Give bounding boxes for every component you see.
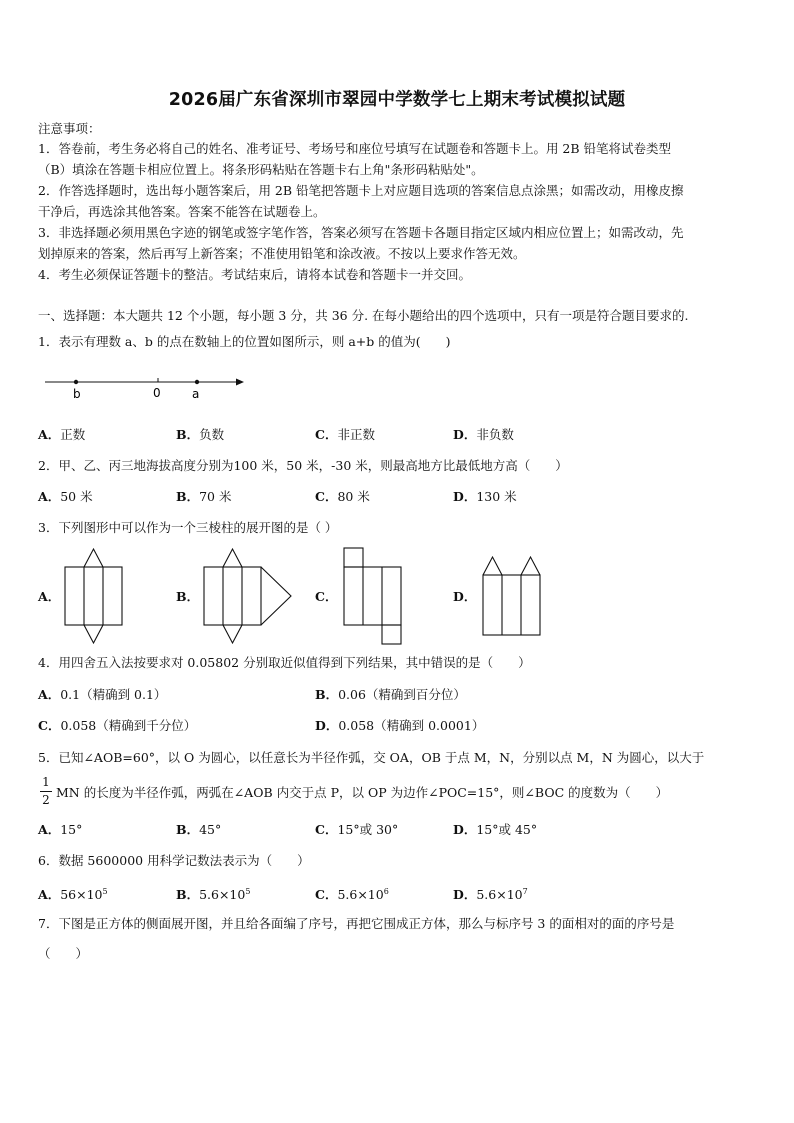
note-line: 干净后，再选涂其他答案。答案不能答在试题卷上。	[38, 204, 326, 219]
q5-option-a: A．15°	[38, 822, 83, 837]
q2-option-b: B．70 米	[176, 489, 232, 504]
axis-label-b: b	[73, 387, 81, 401]
axis-label-0: 0	[153, 386, 161, 400]
fraction-denominator: 2	[42, 793, 50, 807]
q6-option-a: A．$56\times 10^5$	[38, 887, 108, 903]
number-line-figure	[40, 370, 250, 406]
q1-option-a: A．正数	[38, 427, 86, 442]
q4-option-a: A．0.1（精确到 0.1）	[38, 687, 167, 702]
q6-option-c: C．$5.6\times 10^6$	[315, 887, 389, 903]
note-line: 4．考生必须保证答题卡的整洁。考试结束后，请将本试卷和答题卡一并交回。	[38, 267, 471, 282]
prism-net-figure-a	[64, 547, 124, 645]
question-1-stem: 1．表示有理数 a、b 的点在数轴上的位置如图所示，则 a+b 的值为( )	[38, 334, 451, 349]
q1-option-d: D．非负数	[453, 427, 514, 442]
question-2-stem: 2．甲、乙、丙三地海拔高度分别为100 米，50 米，-30 米，则最高地方比最低地方高（ ）	[38, 458, 568, 473]
question-6-stem: 6．数据 5600000 用科学记数法表示为（ ）	[38, 853, 310, 868]
note-line: 划掉原来的答案，然后再写上新答案；不准使用铅笔和涂改液。不按以上要求作答无效。	[38, 246, 526, 261]
note-line: 1．答卷前，考生务必将自己的姓名、准考证号、考场号和座位号填写在试题卷和答题卡上。用 2B 铅笔将试卷类型	[38, 141, 672, 156]
question-5-stem-line1: 5．已知∠AOB=60°，以 O 为圆心，以任意长为半径作弧，交 OA，OB 于点 M，N，分别以点 M，N 为圆心，以大于	[38, 750, 705, 765]
q3-option-b: B．	[176, 589, 200, 604]
q4-option-d: D．0.058（精确到 0.0001）	[315, 718, 485, 733]
fraction-numerator: 1	[42, 775, 50, 789]
q6-option-b: B．$5.6\times 10^5$	[176, 887, 251, 903]
q3-option-a: A．	[38, 589, 61, 604]
note-line: 3．非选择题必须用黑色字迹的钢笔或签字笔作答，答案必须写在答题卡各题目指定区域内相应位置上；如需改动，先	[38, 225, 684, 240]
note-line: （B）填涂在答题卡相应位置上。将条形码粘贴在答题卡右上角"条形码粘贴处"。	[38, 162, 484, 177]
q5-option-c: C．15°或 30°	[315, 822, 399, 837]
q4-option-b: B．0.06（精确到百分位）	[315, 687, 466, 702]
question-7-stem-continued: （ ）	[38, 946, 89, 961]
q3-option-d: D．	[453, 589, 477, 604]
question-5-stem-line2: MN 的长度为半径作弧，两弧在∠AOB 内交于点 P，以 OP 为边作∠POC=15°，则∠BOC 的度数为（ ）	[56, 785, 669, 800]
page-title: 2026届广东省深圳市翠园中学数学七上期末考试模拟试题	[168, 90, 626, 110]
question-3-stem: 3．下列图形中可以作为一个三棱柱的展开图的是（ ）	[38, 520, 338, 535]
question-4-stem: 4．用四舍五入法按要求对 0.05802 分别取近似值得到下列结果，其中错误的是（ ）	[38, 655, 531, 670]
fraction-one-half	[40, 775, 52, 808]
q2-option-d: D．130 米	[453, 489, 517, 504]
question-7-stem: 7．下图是正方体的侧面展开图，并且给各面编了序号，再把它围成正方体，那么与标序号 3 的面相对的面的序号是	[38, 916, 675, 931]
section-heading: 一、选择题：本大题共 12 个小题，每小题 3 分，共 36 分. 在每小题给出的四个选项中，只有一项是符合题目要求的.	[38, 308, 689, 323]
q6-option-d: D．$5.6\times 10^7$	[453, 887, 528, 903]
q3-option-c: C．	[315, 589, 338, 604]
q4-option-c: C．0.058（精确到千分位）	[38, 718, 197, 733]
notes-heading: 注意事项：	[38, 121, 101, 136]
prism-net-figure-b	[203, 547, 295, 645]
q2-option-a: A．50 米	[38, 489, 93, 504]
q2-option-c: C．80 米	[315, 489, 370, 504]
note-line: 2．作答选择题时，选出每小题答案后，用 2B 铅笔把答题卡上对应题目选项的答案信息点涂黑；如需改动，用橡皮擦	[38, 183, 684, 198]
q5-option-d: D．15°或 45°	[453, 822, 538, 837]
q1-option-c: C．非正数	[315, 427, 375, 442]
axis-label-a: a	[192, 387, 200, 401]
q1-option-b: B．负数	[176, 427, 225, 442]
q5-option-b: B．45°	[176, 822, 222, 837]
prism-net-figure-c	[343, 547, 405, 647]
prism-net-figure-d	[482, 555, 544, 637]
